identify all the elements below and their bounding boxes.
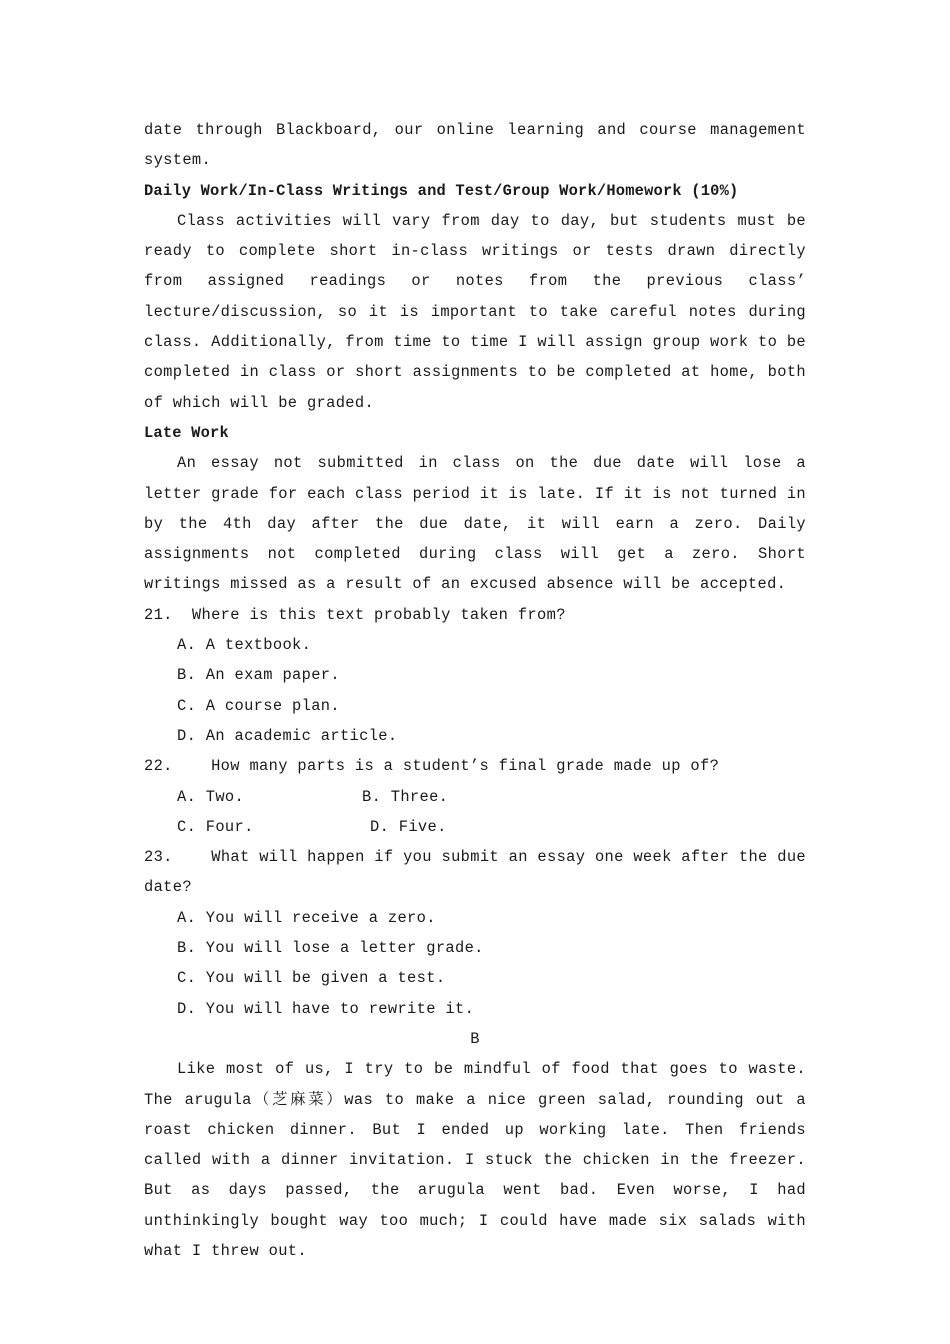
question-23-option-b: B. You will lose a letter grade.: [177, 939, 484, 958]
carryover-paragraph: date through Blackboard, our online learning and course management system.: [144, 121, 806, 170]
question-21-option-c: C. A course plan.: [177, 696, 340, 715]
question-23-option-c: C. You will be given a test.: [177, 969, 446, 988]
question-23-option-d: D. You will have to rewrite it.: [177, 999, 475, 1018]
question-22-options-row-1: [144, 782, 806, 812]
question-23-text: 23. What will happen if you submit an essay one week after the due date?: [144, 848, 816, 897]
question-21-text: 21. Where is this text probably taken from?: [144, 605, 566, 624]
late-work-paragraph: An essay not submitted in class on the due date will lose a letter grade for each class period it is late. If it is not turned in by the 4th day after the due date, it will earn a zero. Daily assignments not completed during class will get a zero. Short writings missed as a result of an excused absence will be accepted.: [144, 454, 806, 594]
question-23-option-a: A. You will receive a zero.: [177, 908, 436, 927]
question-22-option-d: D. Five.: [370, 817, 447, 836]
daily-work-paragraph: Class activities will vary from day to day, but students must be ready to complete short in-class writings or tests drawn directly from assigned readings or notes from the previous class’ lecture/discussion, so it is important to take careful notes during class. Additionally, from time to time I will assign group work to be completed in class or short assignments to be completed at home, both of which will be graded.: [144, 211, 806, 412]
question-22-option-b: B. Three.: [362, 787, 449, 806]
daily-work-heading: Daily Work/In-Class Writings and Test/Group Work/Homework (10%): [144, 181, 739, 200]
question-22-option-c: C. Four.: [177, 817, 254, 836]
question-22-option-a: A. Two.: [177, 787, 245, 806]
question-23: [144, 842, 816, 1024]
question-21-option-d: D. An academic article.: [177, 726, 398, 745]
passage-b-label: B: [470, 1029, 480, 1048]
question-22: [144, 751, 806, 842]
question-22-options-row-2: [144, 812, 806, 842]
question-22-text: 22. How many parts is a student’s final grade made up of?: [144, 757, 720, 776]
late-work-heading: Late Work: [144, 423, 229, 442]
question-21: [144, 600, 806, 751]
document-page: [144, 115, 816, 1266]
passage-b-paragraph: Like most of us, I try to be mindful of food that goes to waste. The arugula（芝麻菜）was to make a nice green salad, rounding out a roast chicken dinner. But I ended up working late. Then friends called with a dinner invitation. I stuck the chicken in the freezer. But as days passed, the arugula went bad. Even worse, I had unthinkingly bought way too much; I could have made six salads with what I threw out.: [144, 1060, 806, 1260]
question-21-option-b: B. An exam paper.: [177, 666, 340, 685]
question-21-option-a: A. A textbook.: [177, 636, 312, 655]
